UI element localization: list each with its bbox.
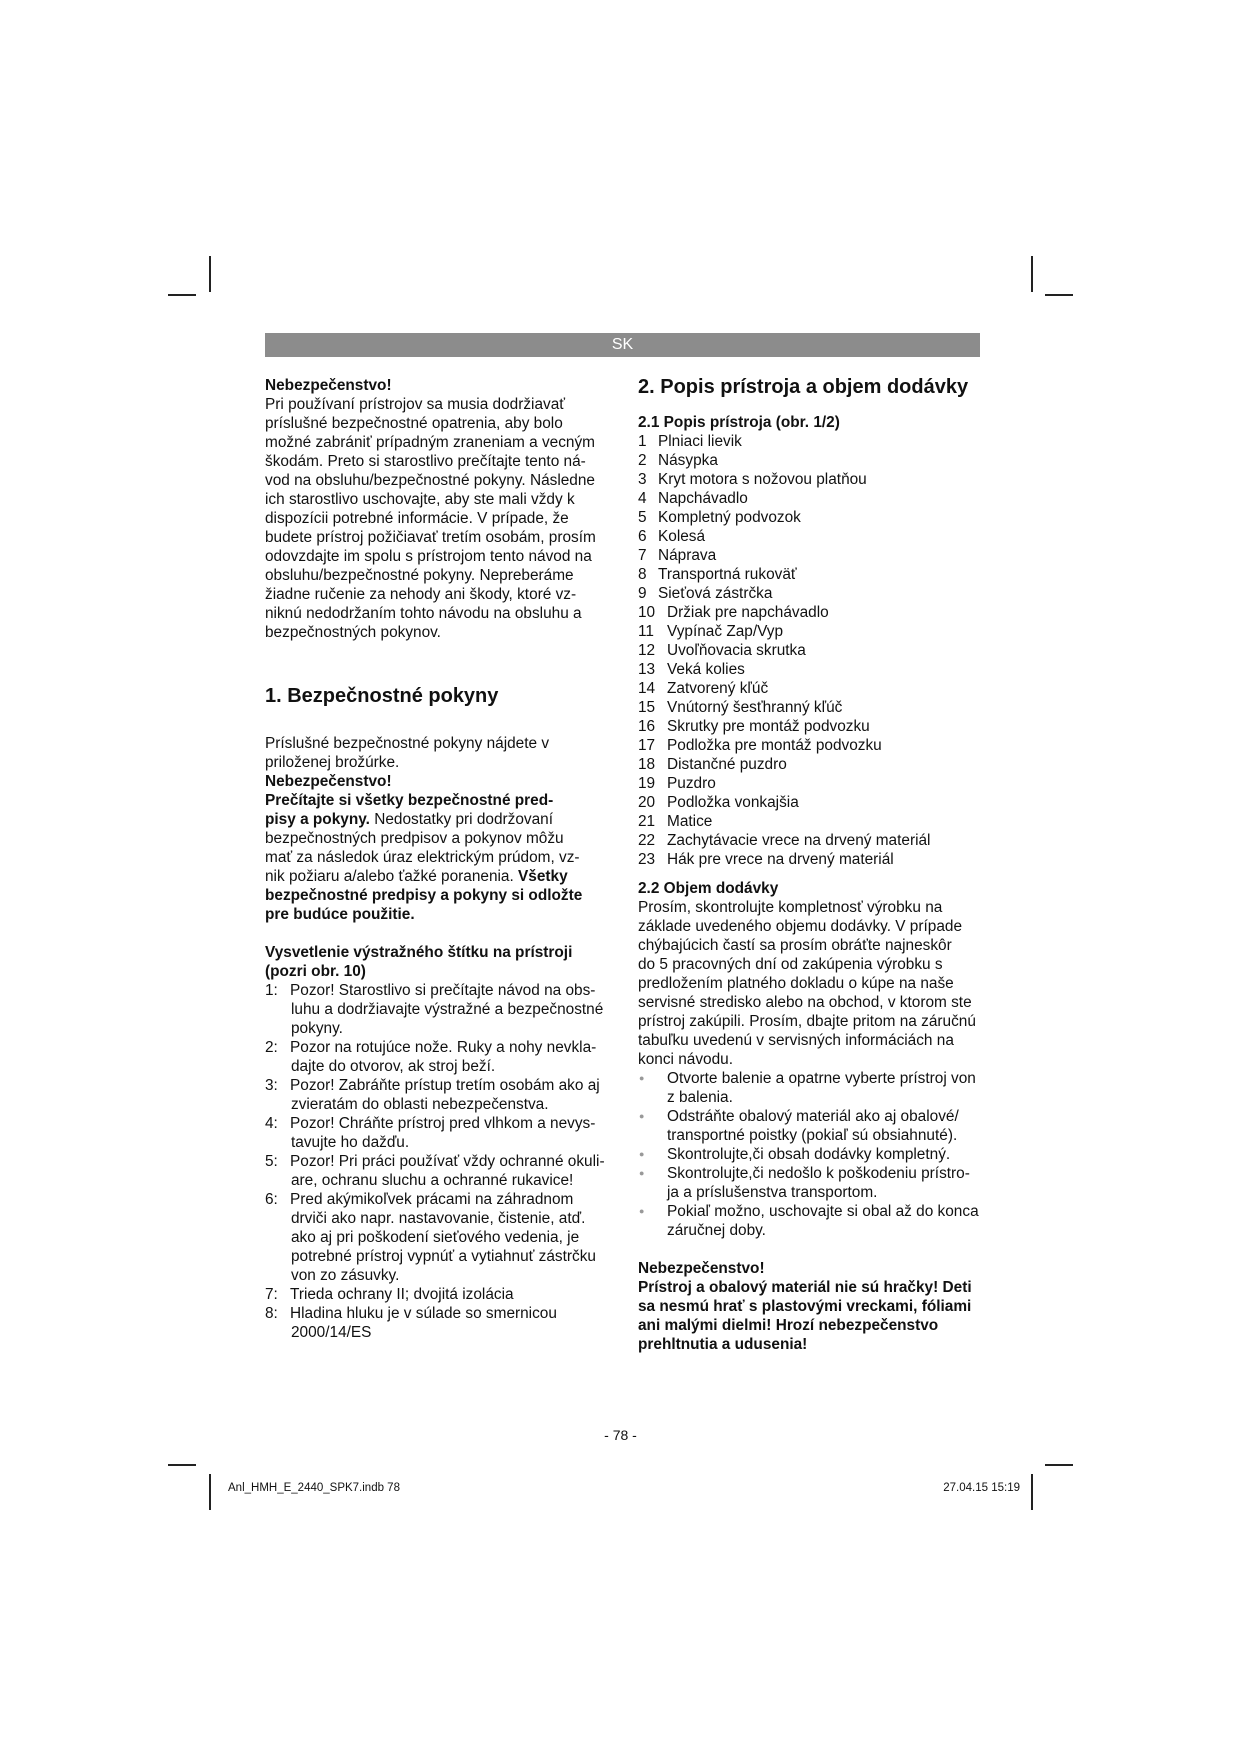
part-number: 7 (638, 547, 647, 564)
part-label: Násypka (658, 452, 718, 469)
item-number: 3: (265, 1077, 278, 1094)
delivery-checklist (638, 1069, 983, 1240)
item-line: Odstráňte obalový materiál ako aj obalové/ (667, 1108, 959, 1125)
parts-list (638, 432, 983, 869)
part-item (638, 641, 983, 660)
text-line: chýbajúcich častí sa prosím obráťte najneskôr (638, 937, 952, 954)
part-item (638, 622, 983, 641)
part-item (638, 736, 983, 755)
part-label: Podložka pre montáž podvozku (667, 737, 882, 754)
text-line: obsluhu/bezpečnostné pokyny. Nepreberáme (265, 567, 574, 584)
item-line: potrebné prístroj vypnúť a vytiahnuť zástrčku (291, 1248, 596, 1265)
warning-bold-text: pisy a pokyny. (265, 811, 370, 828)
text-line: sa nesmú hrať s plastovými vreckami, fóliami (638, 1298, 972, 1315)
text-line: Príslušné bezpečnostné pokyny nájdete v (265, 735, 550, 752)
text-line: do 5 pracovných dní od zakúpenia výrobku s (638, 956, 943, 973)
part-label: Zachytávacie vrece na drvený materiál (667, 832, 931, 849)
part-number: 12 (638, 642, 656, 659)
text-line: príslušné bezpečnostné opatrenia, aby bolo (265, 415, 563, 432)
crop-mark (1045, 1464, 1073, 1466)
warning-mixed-line (265, 867, 610, 886)
warning-label-item (265, 981, 610, 1038)
part-label: Vypínač Zap/Vyp (667, 623, 784, 640)
part-item (638, 527, 983, 546)
checklist-item (638, 1164, 983, 1202)
text-line: bezpečnostné predpisy a pokyny si odložte (265, 887, 583, 904)
item-text (667, 1164, 983, 1202)
part-label: Kolesá (658, 528, 706, 545)
part-number: 14 (638, 680, 656, 697)
label-heading (265, 943, 610, 981)
part-number: 13 (638, 661, 656, 678)
bullet-icon: ● (639, 1168, 645, 1178)
warning-normal-text: nik požiaru a/alebo ťažké poranenia. (265, 868, 519, 885)
part-label: Hák pre vrece na drvený materiál (667, 851, 894, 868)
part-label: Kryt motora s nožovou platňou (658, 471, 867, 488)
part-number: 10 (638, 604, 656, 621)
warning-label-item (265, 1114, 610, 1152)
item-line: zvieratám do oblasti nebezpečenstva. (291, 1096, 549, 1113)
item-line: ja a príslušenstva transportom. (667, 1184, 878, 1201)
item-text (290, 1190, 610, 1285)
heading-line: (pozri obr. 10) (265, 963, 366, 980)
final-warning-title: Nebezpečenstvo! (638, 1260, 765, 1277)
text-line: možné zabrániť prípadným zraneniam a vecným (265, 434, 595, 451)
intro-warning-title: Nebezpečenstvo! (265, 377, 392, 394)
warning-label-item (265, 1038, 610, 1076)
part-item (638, 565, 983, 584)
bullet-icon: ● (639, 1149, 645, 1159)
item-text (667, 1069, 983, 1107)
part-number: 23 (638, 851, 656, 868)
text-line: ani malými dielmi! Hrozí nebezpečenstvo (638, 1317, 939, 1334)
item-text (290, 1114, 610, 1152)
part-label: Puzdro (667, 775, 716, 792)
item-line: transportné poistky (pokiaľ sú obsiahnuté). (667, 1127, 958, 1144)
warning-label-item (265, 1285, 610, 1304)
part-label: Napchávadlo (658, 490, 748, 507)
item-text (290, 1285, 610, 1304)
part-number: 3 (638, 471, 647, 488)
part-number: 2 (638, 452, 647, 469)
crop-mark (168, 1464, 196, 1466)
text-line: Prosím, skontrolujte kompletnosť výrobku na (638, 899, 943, 916)
part-label: Držiak pre napchávadlo (667, 604, 829, 621)
item-text (290, 1304, 610, 1342)
part-number: 4 (638, 490, 647, 507)
item-number: 8: (265, 1305, 278, 1322)
final-warning-text (638, 1278, 983, 1354)
language-header-bar (265, 333, 980, 357)
part-label: Zatvorený kľúč (667, 680, 769, 697)
item-line: Trieda ochrany II; dvojitá izolácia (290, 1286, 514, 1303)
warning-label-item (265, 1304, 610, 1342)
part-number: 17 (638, 737, 656, 754)
warning-label-item (265, 1152, 610, 1190)
text-line: bezpečnostných predpisov a pokynov môžu (265, 830, 564, 847)
part-item (638, 584, 983, 603)
text-line: mať za následok úraz elektrickým prúdom, vz- (265, 849, 580, 866)
part-item (638, 660, 983, 679)
print-timestamp: 27.04.15 15:19 (943, 1482, 1020, 1494)
item-line: pokyny. (291, 1020, 343, 1037)
part-number: 5 (638, 509, 647, 526)
bullet-icon: ● (639, 1073, 645, 1083)
text-line: priloženej brožúrke. (265, 754, 400, 771)
text-line: niknú nedodržaním tohto návodu na obsluhu a (265, 605, 582, 622)
part-item (638, 546, 983, 565)
item-line: Pozor! Zabráňte prístup tretím osobám ako aj (290, 1077, 600, 1094)
text-line: tabuľku uvedenú v servisných informáciách na (638, 1032, 954, 1049)
warning-mixed-line (265, 810, 610, 829)
text-line: škodám. Preto si starostlivo prečítajte tento ná- (265, 453, 586, 470)
item-number: 7: (265, 1286, 278, 1303)
warning-normal-text: Nedostatky pri dodržovaní (369, 811, 554, 828)
part-label: Podložka vonkajšia (667, 794, 799, 811)
part-label: Sieťová zástrčka (658, 585, 773, 602)
intro-warning-text (265, 395, 610, 642)
text-line: konci návodu. (638, 1051, 733, 1068)
right-column (638, 376, 983, 1354)
crop-mark (1031, 256, 1033, 292)
text-line: odovzdajte im spolu s prístrojom tento návod na (265, 548, 592, 565)
item-text (667, 1107, 983, 1145)
text-line: ich starostlivo uschovajte, aby ste mali vždy k (265, 491, 575, 508)
part-number: 6 (638, 528, 647, 545)
item-number: 5: (265, 1153, 278, 1170)
warning-normal-lines (265, 829, 610, 867)
item-number: 6: (265, 1191, 278, 1208)
text-line: prístroj zakúpili. Prosím, dbajte pritom na záručnú (638, 1013, 976, 1030)
item-text (290, 1038, 610, 1076)
part-item (638, 755, 983, 774)
text-line: základe uvedeného objemu dodávky. V prípade (638, 918, 962, 935)
part-label: Transportná rukoväť (658, 566, 797, 583)
item-line: are, ochranu sluchu a ochranné rukavice! (291, 1172, 574, 1189)
part-label: Distančné puzdro (667, 756, 787, 773)
part-label: Náprava (658, 547, 717, 564)
part-label: Kompletný podvozok (658, 509, 801, 526)
part-label: Skrutky pre montáž podvozku (667, 718, 870, 735)
checklist-item (638, 1145, 983, 1164)
text-line: Pri používaní prístrojov sa musia dodržiavať (265, 396, 566, 413)
crop-mark (168, 294, 196, 296)
part-number: 16 (638, 718, 656, 735)
part-label: Vnútorný šesťhranný kľúč (667, 699, 843, 716)
text-line: servisné stredisko alebo na obchod, v ktorom ste (638, 994, 972, 1011)
item-line: Pozor na rotujúce nože. Ruky a nohy nevkla- (290, 1039, 597, 1056)
item-line: Pokiaľ možno, uschovajte si obal až do konca (667, 1203, 979, 1220)
part-item (638, 717, 983, 736)
page-number: - 78 - (604, 1427, 637, 1443)
part-number: 9 (638, 585, 647, 602)
item-text (667, 1202, 983, 1240)
part-number: 11 (638, 623, 654, 640)
text-line: prehltnutia a udusenia! (638, 1336, 808, 1353)
item-number: 4: (265, 1115, 278, 1132)
part-item (638, 812, 983, 831)
part-item (638, 451, 983, 470)
item-line: ako aj pri poškodení sieťového vedenia, je (291, 1229, 580, 1246)
part-item (638, 850, 983, 869)
item-line: Skontrolujte,či nedošlo k poškodeniu prístro- (667, 1165, 970, 1182)
item-line: Hladina hluku je v súlade so smernicou (290, 1305, 557, 1322)
item-line: Skontrolujte,či obsah dodávky kompletný. (667, 1146, 951, 1163)
bullet-icon: ● (639, 1206, 645, 1216)
item-number: 1: (265, 982, 278, 999)
part-item (638, 508, 983, 527)
part-item (638, 432, 983, 451)
part-item (638, 793, 983, 812)
section-1-title: 1. Bezpečnostné pokyny (265, 685, 499, 707)
item-text (290, 1152, 610, 1190)
checklist-item (638, 1202, 983, 1240)
part-item (638, 679, 983, 698)
part-number: 18 (638, 756, 656, 773)
item-line: Pred akýmikoľvek prácami na záhradnom (290, 1191, 574, 1208)
checklist-item (638, 1069, 983, 1107)
text-line: Prístroj a obalový materiál nie sú hračky! Deti (638, 1279, 972, 1296)
text-line: pre budúce použitie. (265, 906, 415, 923)
part-label: Plniaci lievik (658, 433, 742, 450)
item-line: 2000/14/ES (291, 1324, 372, 1341)
part-number: 21 (638, 813, 656, 830)
item-number: 2: (265, 1039, 278, 1056)
warning-title: Nebezpečenstvo! (265, 773, 392, 790)
item-line: Otvorte balenie a opatrne vyberte prístroj von (667, 1070, 976, 1087)
file-info: Anl_HMH_E_2440_SPK7.indb 78 (228, 1482, 400, 1494)
text-line: vod na obsluhu/bezpečnostné pokyny. Následne (265, 472, 595, 489)
warning-label-list (265, 981, 610, 1342)
warning-label-item (265, 1076, 610, 1114)
warning-bold-lines (265, 886, 610, 924)
part-number: 20 (638, 794, 656, 811)
bullet-icon: ● (639, 1111, 645, 1121)
part-number: 15 (638, 699, 656, 716)
item-line: von zo zásuvky. (291, 1267, 400, 1284)
part-item (638, 489, 983, 508)
heading-line: Vysvetlenie výstražného štítku na prístroji (265, 944, 573, 961)
item-line: Pozor! Pri práci používať vždy ochranné okuli- (290, 1153, 605, 1170)
part-label: Veká kolies (667, 661, 745, 678)
part-label: Matice (667, 813, 713, 830)
part-item (638, 774, 983, 793)
scope-text (638, 898, 983, 1069)
text-line: bezpečnostných pokynov. (265, 624, 441, 641)
crop-mark (209, 256, 211, 292)
part-item (638, 698, 983, 717)
item-line: luhu a dodržiavajte výstražné a bezpečnostné (291, 1001, 604, 1018)
text-line: predložením platného dokladu o kúpe na naše (638, 975, 954, 992)
text-line: žiadne ručenie za nehody ani škody, ktoré vz- (265, 586, 577, 603)
subsection-2-2-title: 2.2 Objem dodávky (638, 880, 779, 897)
text-line: dispozícii potrebné informácie. V prípade, že (265, 510, 569, 527)
warning-label-item (265, 1190, 610, 1285)
warning-bold-text: Všetky (518, 868, 568, 885)
warning-bold-line: Prečítajte si všetky bezpečnostné pred- (265, 792, 554, 809)
item-line: Pozor! Starostlivo si prečítajte návod na obs- (290, 982, 596, 999)
item-text (667, 1145, 983, 1164)
checklist-item (638, 1107, 983, 1145)
part-number: 1 (638, 433, 647, 450)
part-label: Uvoľňovacia skrutka (667, 642, 806, 659)
part-item (638, 603, 983, 622)
safety-intro-text (265, 734, 610, 772)
part-number: 19 (638, 775, 656, 792)
part-number: 22 (638, 832, 656, 849)
language-tag: SK (611, 336, 634, 353)
left-column (265, 376, 610, 1342)
item-line: z balenia. (667, 1089, 733, 1106)
crop-mark (209, 1474, 211, 1510)
item-line: drviči ako napr. nastavovanie, čistenie, atď. (291, 1210, 586, 1227)
part-number: 8 (638, 566, 647, 583)
part-item (638, 470, 983, 489)
item-line: Pozor! Chráňte prístroj pred vlhkom a nevys- (290, 1115, 596, 1132)
item-text (290, 1076, 610, 1114)
item-line: záručnej doby. (667, 1222, 766, 1239)
crop-mark (1031, 1474, 1033, 1510)
item-text (290, 981, 610, 1038)
text-line: budete prístroj požičiavať tretím osobám, prosím (265, 529, 596, 546)
item-line: dajte do otvorov, ak stroj beží. (291, 1058, 496, 1075)
crop-mark (1045, 294, 1073, 296)
item-line: tavujte ho dažďu. (291, 1134, 410, 1151)
section-2-title: 2. Popis prístroja a objem dodávky (638, 376, 969, 398)
subsection-2-1-title: 2.1 Popis prístroja (obr. 1/2) (638, 414, 840, 431)
part-item (638, 831, 983, 850)
